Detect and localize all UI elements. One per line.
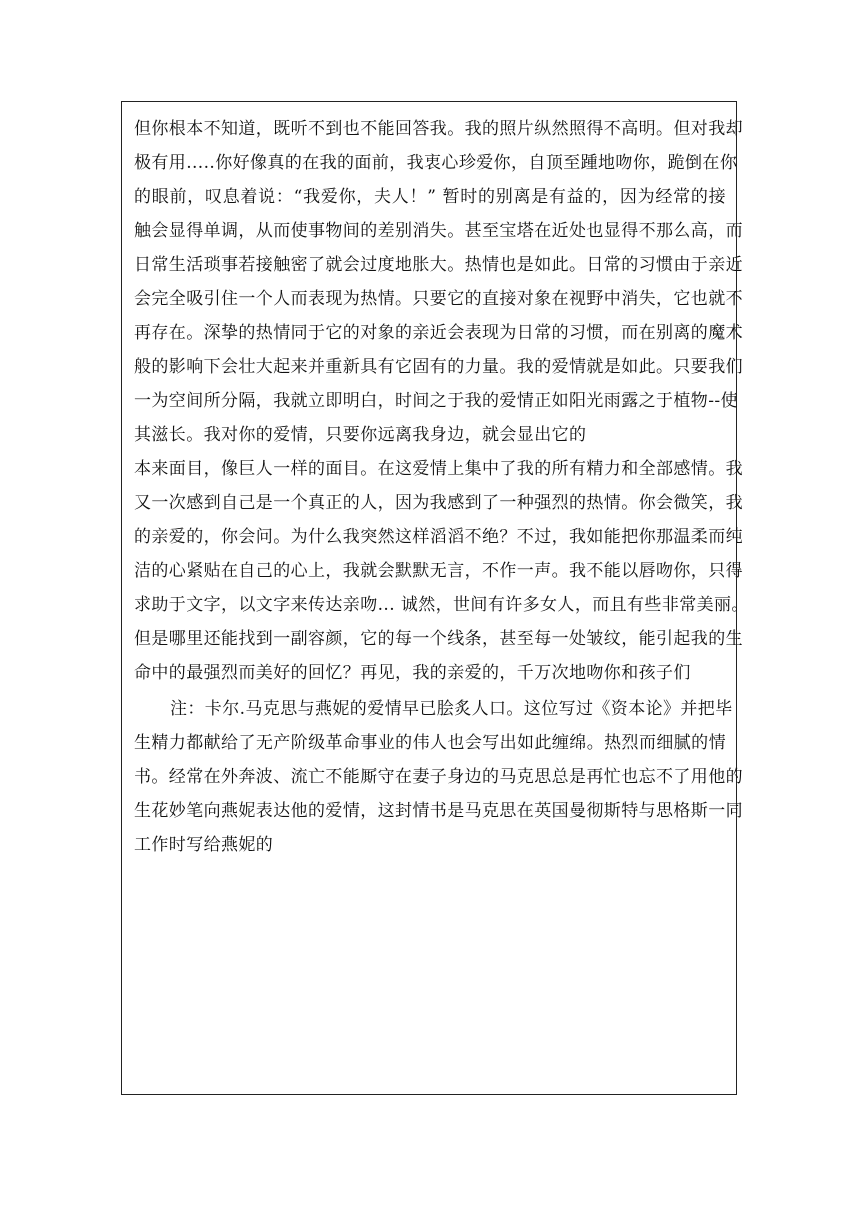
text-line: 极有用.....你好像真的在我的面前，我衷心珍爱你，自顶至踵地吻你，跪倒在你 bbox=[134, 153, 738, 173]
text-line: 但你根本不知道，既听不到也不能回答我。我的照片纵然照得不高明。但对我却 bbox=[134, 119, 743, 139]
text-line: 但是哪里还能找到一副容颜，它的每一个线条，甚至每一处皱纹，能引起我的生 bbox=[134, 629, 743, 649]
text-line: 的眼前，叹息着说：“我爱你，夫人！” 暂时的别离是有益的，因为经常的接 bbox=[134, 187, 726, 207]
text-line: 日常生活琐事若接触密了就会过度地胀大。热情也是如此。日常的习惯由于亲近 bbox=[134, 255, 743, 275]
text-line: 般的影响下会壮大起来并重新具有它固有的力量。我的爱情就是如此。只要我们 bbox=[134, 357, 743, 377]
text-line: 的亲爱的，你会问。为什么我突然这样滔滔不绝？不过，我如能把你那温柔而纯 bbox=[134, 527, 743, 547]
text-line: 一为空间所分隔，我就立即明白，时间之于我的爱情正如阳光雨露之于植物--使 bbox=[134, 391, 738, 411]
text-line: 本来面目，像巨人一样的面目。在这爱情上集中了我的所有精力和全部感情。我 bbox=[134, 459, 743, 479]
document-frame bbox=[121, 101, 749, 1095]
text-line: 又一次感到自己是一个真正的人，因为我感到了一种强烈的热情。你会微笑，我 bbox=[134, 493, 743, 513]
text-line: 再存在。深挚的热情同于它的对象的亲近会表现为日常的习惯，而在别离的魔术 bbox=[134, 323, 743, 343]
letter-body bbox=[134, 118, 749, 868]
note-line: 生花妙笔向燕妮表达他的爱情，这封情书是马克思在英国曼彻斯特与思格斯一同 bbox=[134, 801, 743, 821]
text-line: 洁的心紧贴在自己的心上，我就会默默无言，不作一声。我不能以唇吻你，只得 bbox=[134, 561, 743, 581]
note-line: 生精力都献给了无产阶级革命事业的伟人也会写出如此缠绵。热烈而细腻的情 bbox=[134, 733, 726, 753]
note-line: 书。经常在外奔波、流亡不能厮守在妻子身边的马克思总是再忙也忘不了用他的 bbox=[134, 767, 743, 787]
text-line: 命中的最强烈而美好的回忆？再见，我的亲爱的，千万次地吻你和孩子们 bbox=[134, 663, 691, 683]
note-line: 工作时写给燕妮的 bbox=[134, 835, 274, 855]
text-line: 求助于文字，以文字来传达亲吻... 诚然，世间有许多女人，而且有些非常美丽。 bbox=[134, 595, 749, 615]
text-line: 触会显得单调，从而使事物间的差别消失。甚至宝塔在近处也显得不那么高，而 bbox=[134, 221, 743, 241]
text-line: 会完全吸引住一个人而表现为热情。只要它的直接对象在视野中消失，它也就不 bbox=[134, 289, 743, 309]
text-line: 其滋长。我对你的爱情，只要你远离我身边，就会显出它的 bbox=[134, 425, 587, 445]
note-line: 注：卡尔.马克思与燕妮的爱情早已脍炙人口。这位写过《资本论》并把毕 bbox=[170, 699, 733, 719]
